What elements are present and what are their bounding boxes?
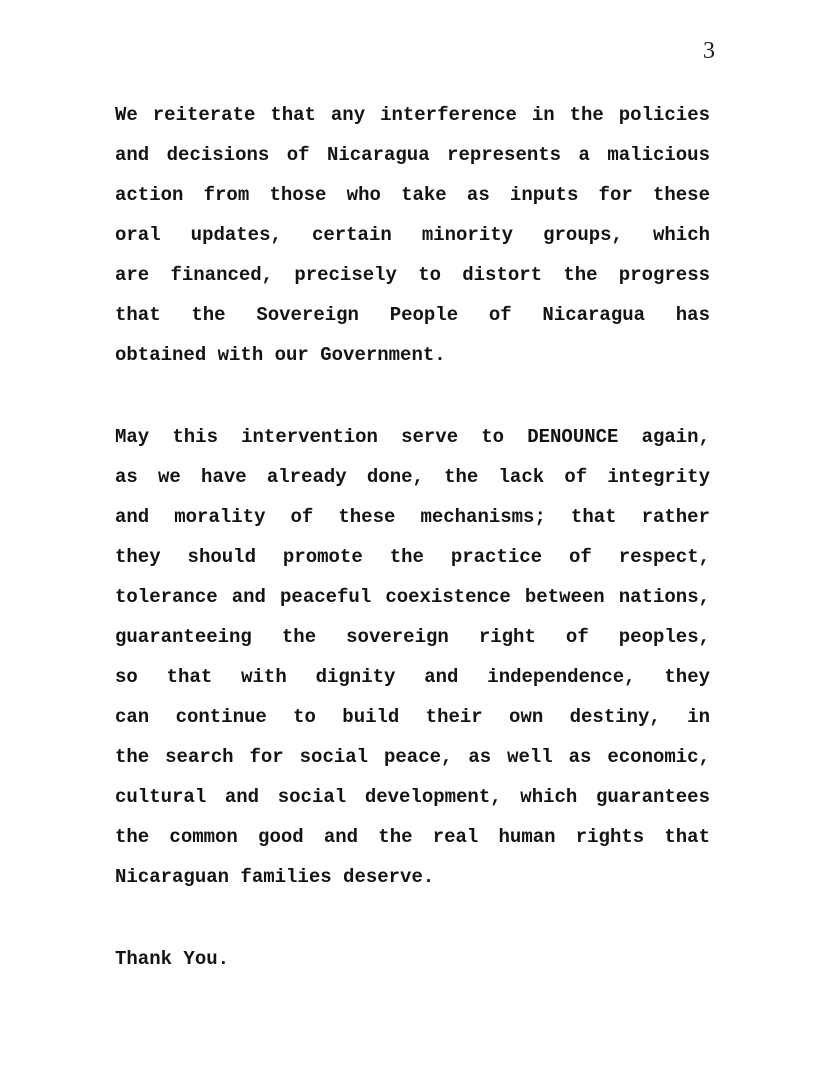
paragraph-2 — [115, 417, 710, 897]
text-line: guaranteeing the sovereign right of peoples, — [115, 626, 710, 648]
text-line: the search for social peace, as well as economic, — [115, 746, 710, 768]
text-line: as we have already done, the lack of integrity — [115, 466, 710, 488]
text-line: action from those who take as inputs for these — [115, 184, 710, 206]
text-line: are financed, precisely to distort the progress — [115, 264, 710, 286]
text-line: Nicaraguan families deserve. — [115, 866, 435, 888]
text-line: cultural and social development, which guarantees — [115, 786, 710, 808]
text-line: they should promote the practice of respect, — [115, 546, 710, 568]
text-line: May this intervention serve to DENOUNCE again, — [115, 426, 710, 448]
text-line: can continue to build their own destiny, in — [115, 706, 710, 728]
text-line: that the Sovereign People of Nicaragua has — [115, 304, 710, 326]
text-line: tolerance and peaceful coexistence between nations, — [115, 586, 710, 608]
paragraph-1 — [115, 95, 710, 375]
text-line: Thank You. — [115, 948, 230, 970]
text-line: We reiterate that any interference in the policies — [115, 104, 710, 126]
text-line: obtained with our Government. — [115, 344, 446, 366]
text-line: and morality of these mechanisms; that rather — [115, 506, 710, 528]
text-line: and decisions of Nicaragua represents a malicious — [115, 144, 710, 166]
text-line: so that with dignity and independence, they — [115, 666, 710, 688]
paragraph-closing — [115, 939, 710, 979]
document-body — [115, 95, 710, 979]
page-number: 3 — [703, 38, 715, 64]
text-line: oral updates, certain minority groups, which — [115, 224, 710, 246]
text-line: the common good and the real human rights that — [115, 826, 710, 848]
